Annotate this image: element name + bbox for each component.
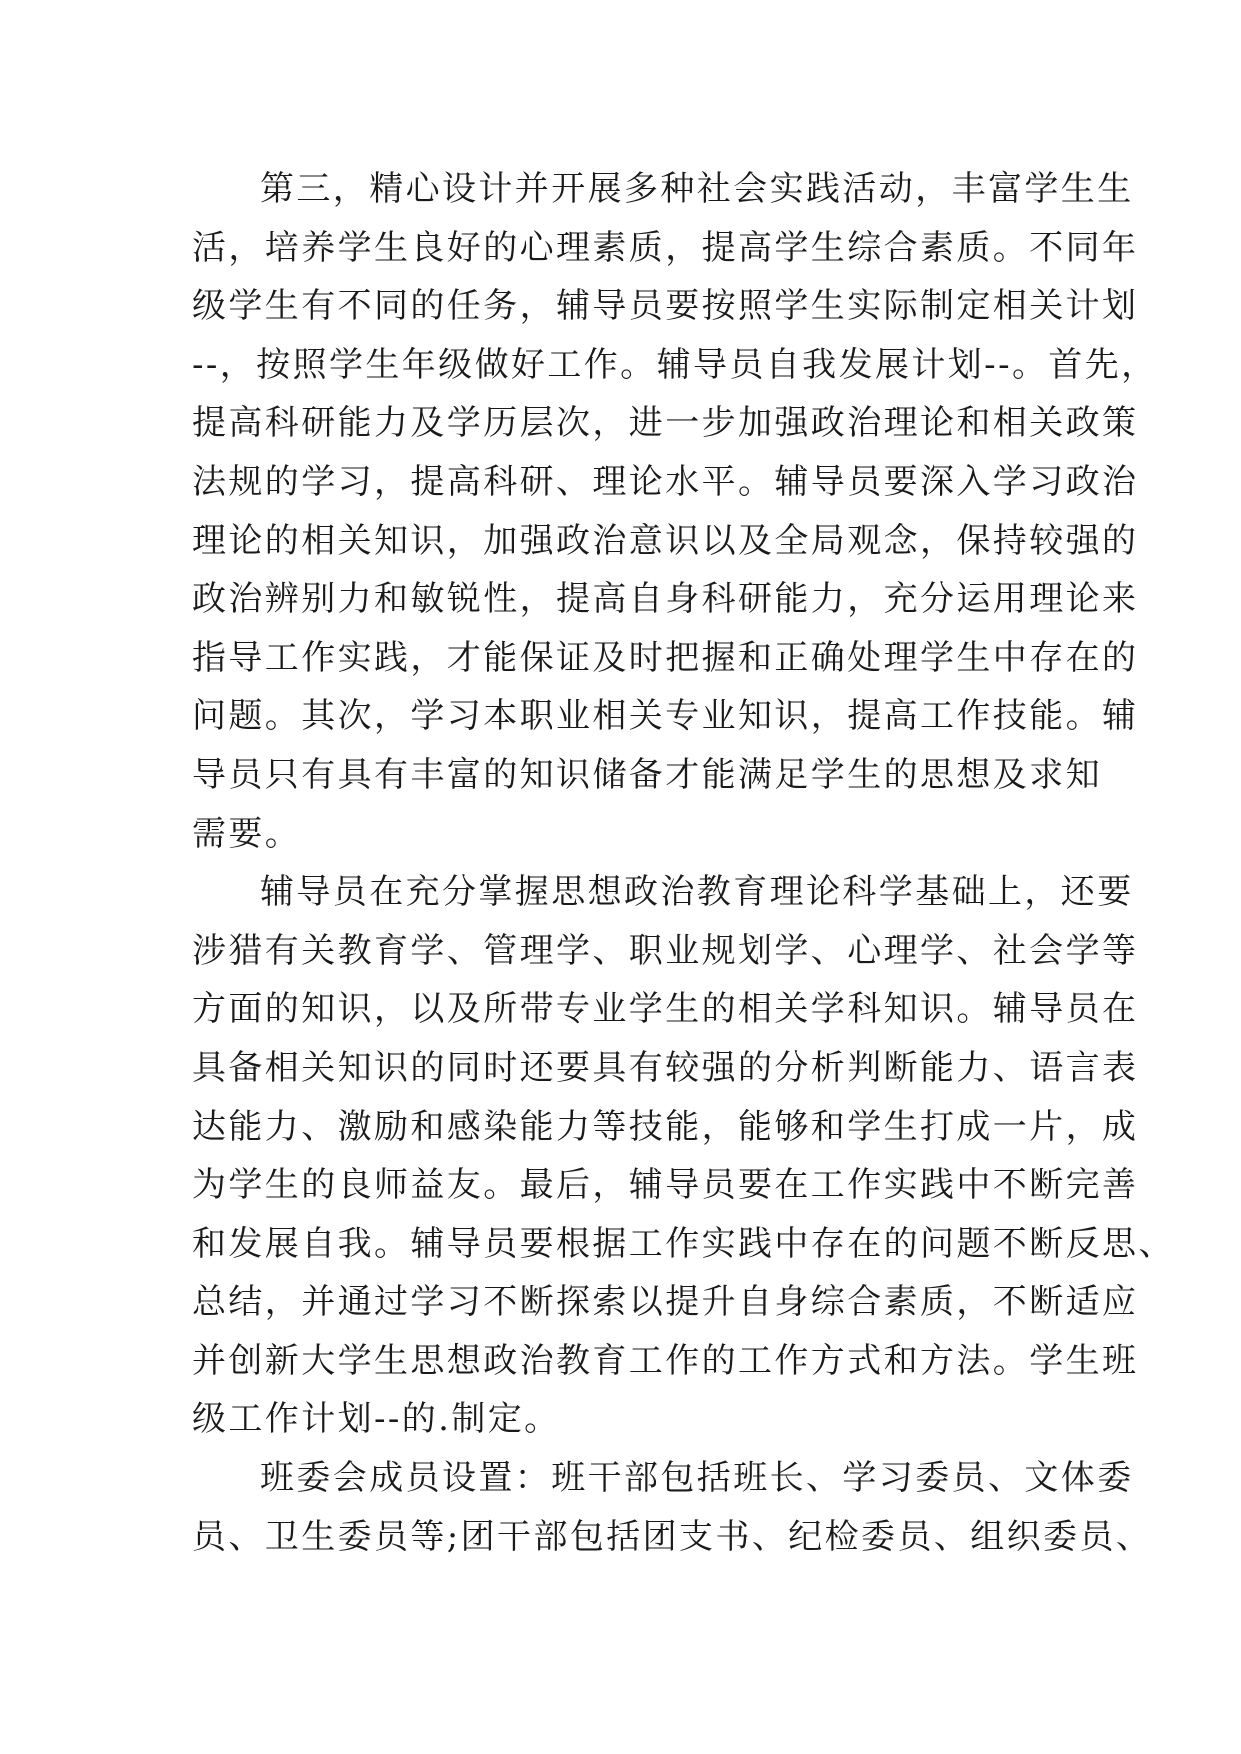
text-line: 第三，精心设计并开展多种社会实践活动，丰富学生生 — [260, 169, 1134, 209]
text-line: 具备相关知识的同时还要具有较强的分析判断能力、语言表 — [192, 1047, 1139, 1088]
text-line: 导员只有具有丰富的知识储备才能满足学生的思想及求知 — [192, 754, 1102, 795]
text-line: 员、卫生委员等;团干部包括团支书、纪检委员、组织委员、 — [192, 1516, 1153, 1557]
text-line: 需要。 — [192, 813, 302, 854]
text-line: 方面的知识，以及所带专业学生的相关学科知识。辅导员在 — [192, 989, 1139, 1030]
text-line: 为学生的良师益友。最后，辅导员要在工作实践中不断完善 — [192, 1165, 1139, 1206]
paragraph-2 — [192, 863, 1175, 1449]
text-line: 指导工作实践，才能保证及时把握和正确处理学生中存在的 — [192, 637, 1139, 678]
text-line: 活，培养学生良好的心理素质，提高学生综合素质。不同年 — [192, 227, 1139, 268]
text-line: 和发展自我。辅导员要根据工作实践中存在的问题不断反思、 — [192, 1223, 1175, 1264]
text-line: --，按照学生年级做好工作。辅导员自我发展计划--。首先， — [192, 344, 1158, 385]
text-line: 辅导员在充分掌握思想政治教育理论科学基础上，还要 — [260, 872, 1134, 913]
text-line: 级工作计划--的.制定。 — [192, 1399, 561, 1440]
text-line: 并创新大学生思想政治教育工作的工作方式和方法。学生班 — [192, 1340, 1139, 1381]
text-line: 法规的学习，提高科研、理论水平。辅导员要深入学习政治 — [192, 461, 1139, 502]
text-line: 达能力、激励和感染能力等技能，能够和学生打成一片，成 — [192, 1106, 1139, 1147]
text-line: 总结，并通过学习不断探索以提升自身综合素质，不断适应 — [192, 1282, 1139, 1323]
text-line: 问题。其次，学习本职业相关专业知识，提高工作技能。辅 — [192, 696, 1139, 737]
paragraph-1 — [192, 160, 1158, 863]
text-line: 理论的相关知识，加强政治意识以及全局观念，保持较强的 — [192, 520, 1139, 561]
text-line: 政治辨别力和敏锐性，提高自身科研能力，充分运用理论来 — [192, 579, 1139, 620]
text-line: 涉猎有关教育学、管理学、职业规划学、心理学、社会学等 — [192, 930, 1139, 971]
document-body — [192, 160, 1175, 1566]
text-line: 提高科研能力及学历层次，进一步加强政治理论和相关政策 — [192, 403, 1139, 444]
paragraph-3 — [192, 1449, 1153, 1566]
text-line: 班委会成员设置：班干部包括班长、学习委员、文体委 — [260, 1458, 1134, 1499]
text-line: 级学生有不同的任务，辅导员要按照学生实际制定相关计划 — [192, 286, 1139, 327]
